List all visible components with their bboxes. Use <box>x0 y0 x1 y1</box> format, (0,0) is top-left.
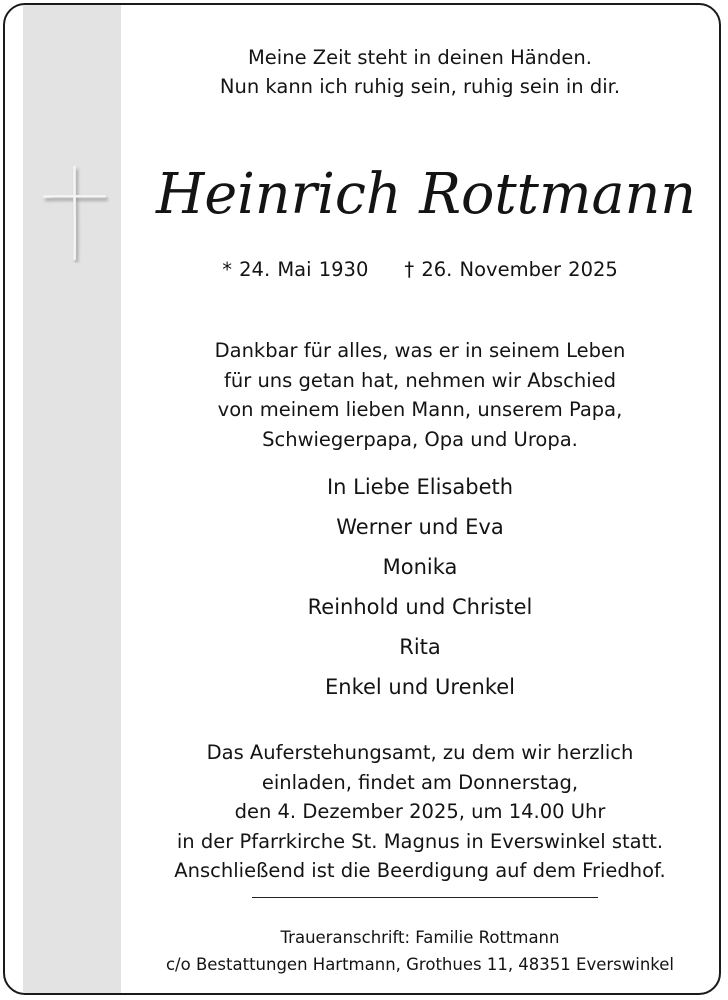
birth-date: * 24. Mai 1930 <box>222 258 369 281</box>
verse-line: Nun kann ich ruhig sein, ruhig sein in dir. <box>219 75 621 98</box>
divider <box>252 897 598 898</box>
service-line: einladen, findet am Donnerstag, <box>261 770 579 794</box>
life-dates <box>121 255 719 284</box>
death-date: † 26. November 2025 <box>404 258 618 281</box>
thanks-line: Schwiegerpapa, Opa und Uropa. <box>262 427 578 451</box>
mourner-entry: Monika <box>382 555 458 579</box>
mourner-entry: Rita <box>399 635 441 659</box>
bible-verse <box>121 43 719 101</box>
content-area <box>121 5 719 993</box>
mourning-address <box>121 924 719 978</box>
address-line: c/o Bestattungen Hartmann, Grothues 11, 48351 Everswinkel <box>165 955 675 974</box>
mourner-entry: In Liebe Elisabeth <box>326 475 514 499</box>
obituary-card <box>3 3 721 995</box>
mourner-entry: Enkel und Urenkel <box>325 675 515 699</box>
thanks-line: von meinem lieben Mann, unserem Papa, <box>217 398 623 421</box>
address-line: Traueranschrift: Familie Rottmann <box>280 928 560 947</box>
deceased-name <box>141 155 711 237</box>
service-line: Das Auferstehungsamt, zu dem wir herzlich <box>206 741 634 764</box>
mourner-entry: Reinhold und Christel <box>307 595 533 619</box>
thanks-text <box>121 336 719 454</box>
service-announcement <box>121 738 719 886</box>
deceased-name-text: Heinrich Rottmann <box>155 162 696 227</box>
mourner-entry: Werner und Eva <box>336 515 504 539</box>
service-line: den 4. Dezember 2025, um 14.00 Uhr <box>234 800 606 823</box>
side-stripe <box>23 5 121 993</box>
service-line: in der Pfarrkirche St. Magnus in Everswinkel statt. <box>176 829 664 853</box>
service-line: Anschließend ist die Beerdigung auf dem Friedhof. <box>174 859 666 882</box>
cross-icon <box>41 163 109 263</box>
mourners-list <box>121 467 719 707</box>
verse-line: Meine Zeit steht in deinen Händen. <box>247 46 592 69</box>
thanks-line: Dankbar für alles, was er in seinem Leben <box>214 339 626 362</box>
thanks-line: für uns getan hat, nehmen wir Abschied <box>224 368 616 392</box>
